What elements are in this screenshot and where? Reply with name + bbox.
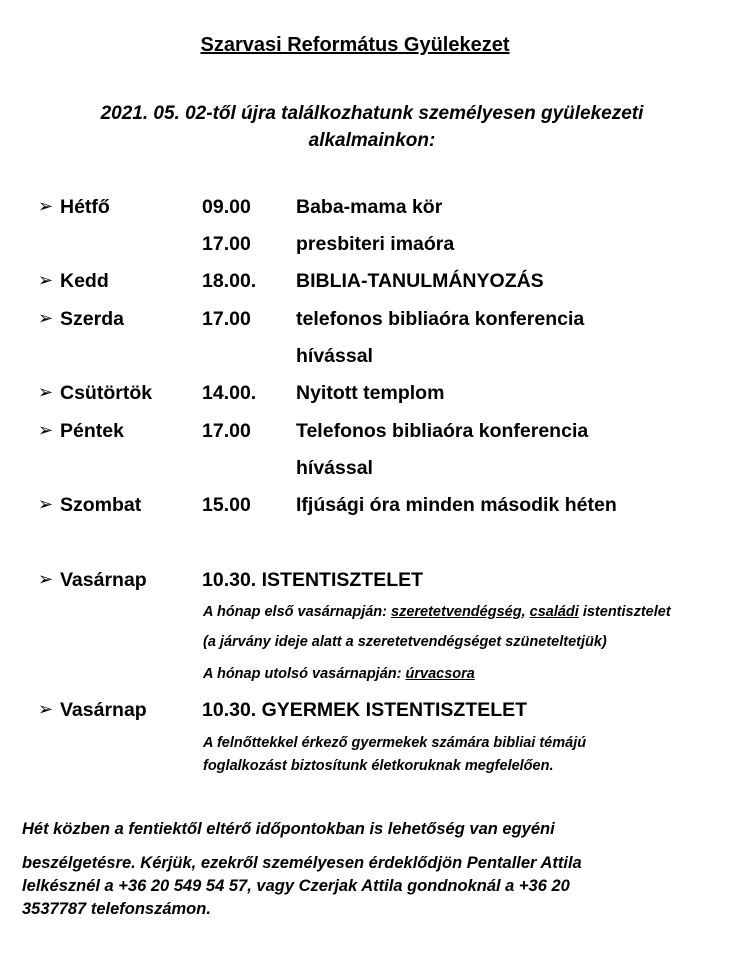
schedule-row-monday-2 xyxy=(0,233,747,263)
schedule-row-saturday xyxy=(0,494,747,524)
note-text: istentisztelet xyxy=(578,604,671,620)
schedule-day: Vasárnap xyxy=(60,569,147,591)
schedule-day: Hétfő xyxy=(60,196,110,218)
arrow-bullet-icon: ➢ xyxy=(38,569,54,589)
sunday-note-last xyxy=(203,666,475,682)
page-title: Szarvasi Református Gyülekezet xyxy=(200,34,510,56)
schedule-event: BIBLIA-TANULMÁNYOZÁS xyxy=(296,270,544,292)
schedule-event: Nyitott templom xyxy=(296,382,445,404)
note-underlined: családi xyxy=(529,604,579,620)
schedule-row-wednesday xyxy=(0,308,747,338)
arrow-bullet-icon: ➢ xyxy=(38,382,54,402)
schedule-time: 14.00. xyxy=(202,382,257,404)
sunday-note-first xyxy=(203,604,671,620)
footer-line: Hét közben a fentiektől eltérő időpontokban is lehetőség van egyéni xyxy=(22,820,555,838)
subtitle-line-1: 2021. 05. 02-től újra találkozhatunk személyesen gyülekezeti xyxy=(100,103,644,124)
subtitle xyxy=(22,100,722,154)
schedule-event-continuation: hívással xyxy=(296,457,373,479)
schedule-time: 17.00 xyxy=(202,233,251,255)
footer-contact xyxy=(22,818,737,921)
schedule-time: 18.00. xyxy=(202,270,257,292)
footer-line: beszélgetésre. Kérjük, ezekről személyesen érdeklődjön Pentaller Attila xyxy=(22,854,582,872)
arrow-bullet-icon: ➢ xyxy=(38,270,54,290)
schedule-row-thursday xyxy=(0,382,747,412)
schedule-event: telefonos bibliaóra konferencia xyxy=(296,308,585,330)
schedule-event: Telefonos bibliaóra konferencia xyxy=(296,420,589,442)
schedule-row-friday xyxy=(0,420,747,450)
note-underlined: úrvacsora xyxy=(405,666,475,682)
schedule-time: 09.00 xyxy=(202,196,251,218)
footer-line: lelkésznél a +36 20 549 54 57, vagy Czerjak Attila gondnoknál a +36 20 xyxy=(22,877,570,895)
arrow-bullet-icon: ➢ xyxy=(38,308,54,328)
schedule-row-tuesday xyxy=(0,270,747,300)
arrow-bullet-icon: ➢ xyxy=(38,699,54,719)
schedule-event-title: 10.30. GYERMEK ISTENTISZTELET xyxy=(202,699,528,721)
schedule-row-monday xyxy=(0,196,747,226)
schedule-row-friday-cont xyxy=(0,457,747,487)
arrow-bullet-icon: ➢ xyxy=(38,494,54,514)
sunday-note-pandemic: (a járvány ideje alatt a szeretetvendégséget szüneteltetjük) xyxy=(203,634,607,650)
schedule-day: Kedd xyxy=(60,270,109,292)
schedule-event: Ifjúsági óra minden második héten xyxy=(296,494,617,516)
schedule-time: 17.00 xyxy=(202,308,251,330)
schedule-event-title: 10.30. ISTENTISZTELET xyxy=(202,569,424,591)
footer-line: 3537787 telefonszámon. xyxy=(22,900,211,918)
arrow-bullet-icon: ➢ xyxy=(38,196,54,216)
schedule-row-wednesday-cont xyxy=(0,345,747,375)
children-note-1: A felnőttekkel érkező gyermekek számára bibliai témájú xyxy=(203,735,587,751)
schedule-row-sunday-service xyxy=(0,569,747,599)
schedule-day: Csütörtök xyxy=(60,382,153,404)
note-underlined: szeretetvendégség xyxy=(391,604,522,620)
schedule-time: 15.00 xyxy=(202,494,251,516)
schedule-day: Szombat xyxy=(60,494,142,516)
note-text: , xyxy=(521,604,530,620)
schedule-event: presbiteri imaóra xyxy=(296,233,455,255)
note-text: A hónap utolsó vasárnapján: xyxy=(203,666,406,682)
subtitle-line-2: alkalmainkon: xyxy=(308,130,436,151)
schedule-row-sunday-children xyxy=(0,699,747,729)
schedule-day: Szerda xyxy=(60,308,124,330)
children-note-2: foglalkozást biztosítunk életkoruknak megfelelően. xyxy=(203,758,554,774)
note-text: A hónap első vasárnapján: xyxy=(203,604,392,620)
schedule-event: Baba-mama kör xyxy=(296,196,443,218)
schedule-time: 17.00 xyxy=(202,420,251,442)
arrow-bullet-icon: ➢ xyxy=(38,420,54,440)
schedule-event-continuation: hívással xyxy=(296,345,373,367)
schedule-day: Péntek xyxy=(60,420,124,442)
schedule-day: Vasárnap xyxy=(60,699,147,721)
